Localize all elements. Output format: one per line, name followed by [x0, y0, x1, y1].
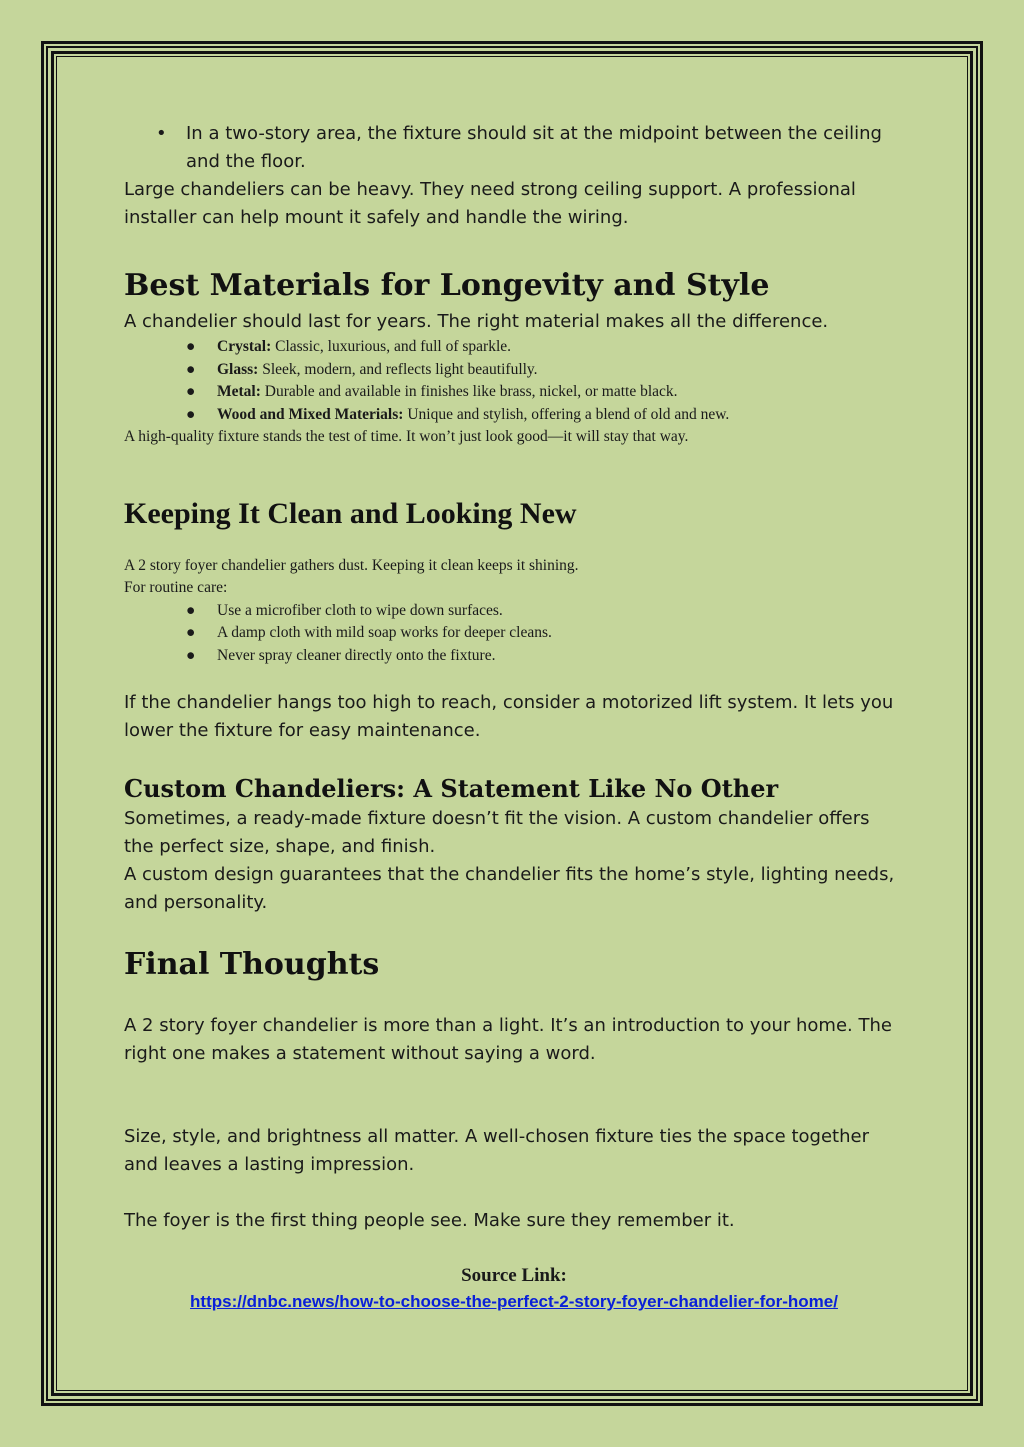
bullet-icon: ●	[186, 383, 196, 400]
list-item	[124, 404, 904, 427]
list-item	[124, 359, 904, 382]
cleaning-closing: If the chandelier hangs too high to reach, consider a motorized lift system. It lets you lower the fixture for easy maintenance.	[124, 692, 894, 741]
bullet-icon: ●	[186, 338, 196, 355]
material-term: Glass:	[217, 360, 259, 378]
materials-list	[124, 336, 904, 426]
material-term: Metal:	[217, 383, 261, 400]
material-desc: Classic, luxurious, and full of sparkle.	[271, 338, 512, 355]
list-item	[124, 645, 904, 668]
material-term: Wood and Mixed Materials:	[217, 405, 404, 423]
bullet-icon: •	[156, 123, 167, 144]
material-desc: Durable and available in finishes like brass, nickel, or matte black.	[260, 383, 678, 400]
list-item	[124, 600, 904, 623]
custom-heading: Custom Chandeliers: A Statement Like No Other	[124, 774, 779, 803]
list-item	[124, 381, 904, 404]
final-heading: Final Thoughts	[124, 947, 380, 982]
material-desc: Sleek, modern, and reflects light beautifully.	[258, 360, 538, 378]
material-desc: Unique and stylish, offering a blend of old and new.	[403, 405, 730, 423]
source-section	[124, 1263, 904, 1315]
intro-paragraph: Large chandeliers can be heavy. They need strong ceiling support. A professional installer can help mount it safely and handle the wiring.	[124, 179, 856, 228]
material-term: Crystal:	[217, 338, 272, 355]
bullet-icon: ●	[186, 646, 196, 664]
cleaning-item-text: Use a microfiber cloth to wipe down surfaces.	[217, 601, 503, 619]
bullet-icon: ●	[186, 624, 196, 641]
cleaning-sublead: For routine care:	[124, 579, 228, 596]
bullet-icon: ●	[186, 360, 196, 378]
materials-heading: Best Materials for Longevity and Style	[124, 268, 770, 303]
cleaning-item-text: Never spray cleaner directly onto the fixture.	[217, 646, 496, 664]
cleaning-item-text: A damp cloth with mild soap works for deeper cleans.	[217, 624, 552, 641]
final-paragraph-2: Size, style, and brightness all matter. A well-chosen fixture ties the space together and leaves a lasting impression.	[124, 1126, 869, 1175]
source-label: Source Link:	[461, 1265, 567, 1286]
list-item	[124, 622, 904, 645]
list-item	[124, 336, 904, 359]
materials-lead: A chandelier should last for years. The right material makes all the difference.	[124, 311, 829, 332]
final-paragraph-1: A 2 story foyer chandelier is more than a light. It’s an introduction to your home. The right one makes a statement without saying a word.	[124, 1015, 892, 1064]
intro-bullet	[124, 120, 904, 176]
custom-paragraph-1: Sometimes, a ready-made fixture doesn’t fit the vision. A custom chandelier offers the perfect size, shape, and finish.	[124, 808, 870, 857]
source-link[interactable]: https://dnbc.news/how-to-choose-the-perfect-2-story-foyer-chandelier-for-home/	[190, 1292, 838, 1311]
cleaning-list	[124, 600, 904, 668]
bullet-icon: ●	[186, 601, 196, 619]
materials-closing: A high-quality fixture stands the test of time. It won’t just look good—it will stay that way.	[124, 428, 689, 445]
cleaning-lead: A 2 story foyer chandelier gathers dust. Keeping it clean keeps it shining.	[124, 556, 579, 574]
custom-paragraph-2: A custom design guarantees that the chandelier fits the home’s style, lighting needs, and personality.	[124, 864, 895, 913]
bullet-icon: ●	[186, 405, 196, 423]
final-paragraph-3: The foyer is the first thing people see. Make sure they remember it.	[124, 1210, 735, 1231]
cleaning-heading: Keeping It Clean and Looking New	[124, 496, 577, 530]
intro-bullet-text: In a two-story area, the fixture should sit at the midpoint between the ceiling and the floor.	[186, 123, 882, 172]
document-body	[124, 120, 904, 1315]
